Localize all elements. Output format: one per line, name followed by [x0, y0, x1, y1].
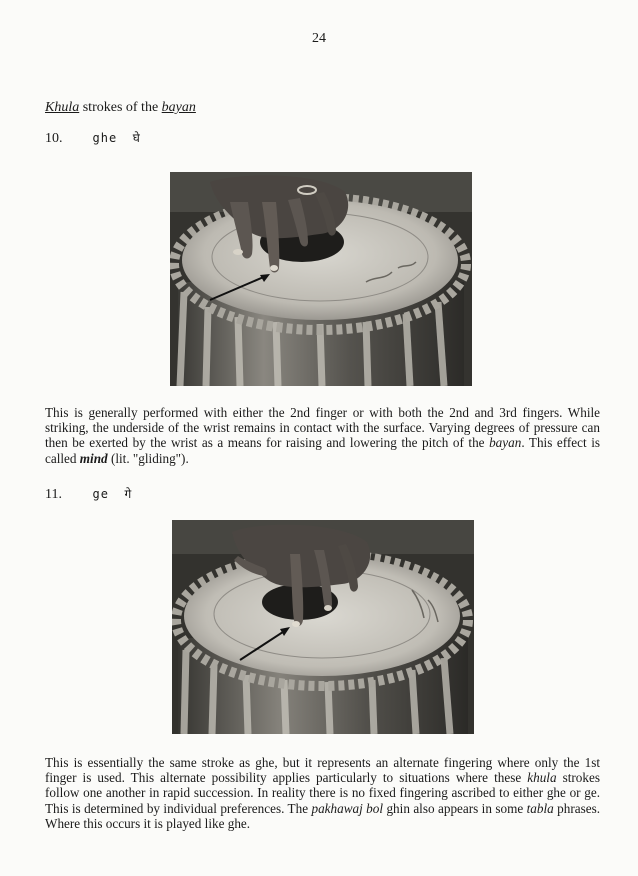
- heading-bayan: bayan: [161, 100, 196, 115]
- paragraph-2-text-a: This is essentially the same stroke as ghe, but it represents an alternate fingering where only the 1st finger is used. This alternate possibility applies particularly to situations where these: [45, 755, 600, 786]
- stroke-11-number: 11.: [45, 487, 62, 502]
- paragraph-2-text-c: ghin also appears in some: [383, 800, 527, 816]
- ge-stroke-photo: [172, 520, 474, 734]
- paragraph-2-pakhawaj: pakhawaj bol: [311, 800, 384, 816]
- stroke-11-bol: ge: [92, 487, 109, 501]
- paragraph-2-tabla: tabla: [526, 800, 554, 816]
- stroke-10-bol: ghe: [92, 131, 118, 145]
- stroke-10-number: 10.: [45, 131, 63, 146]
- paragraph-2-khula: khula: [527, 770, 557, 786]
- stroke-11-devanagari: गे: [124, 487, 132, 501]
- heading-middle: strokes of the: [79, 100, 162, 115]
- paragraph-1-text-a: This is generally performed with either the 2nd finger or with both the 2nd and 3rd fingers. While striking, the underside of the wrist remains in contact with the surface. Varying degrees of pressure can then be exerted by the wrist as a means for raising and lowering the pitch of the: [45, 405, 600, 451]
- paragraph-1-text-b: . This effect is called: [45, 435, 600, 466]
- page-number: 24: [312, 31, 326, 46]
- paragraph-2-text-d: phrases. Where this occurs it is played like ghe.: [45, 800, 600, 831]
- ghe-stroke-photo: [170, 172, 472, 386]
- paragraph-1: [45, 405, 600, 466]
- paragraph-1-bayan: bayan: [489, 435, 522, 451]
- paragraph-1-text-c: (lit. "gliding").: [107, 450, 189, 466]
- paragraph-1-mind: mind: [79, 450, 108, 466]
- paragraph-2-text-b: strokes follow one another in rapid succession. In reality there is no fixed fingering ascribed to either ghe or ge. This is determined by individual preferences. The: [45, 770, 600, 816]
- stroke-10-heading: [45, 129, 140, 147]
- stroke-11-heading: [45, 485, 131, 503]
- paragraph-2: [45, 755, 600, 831]
- heading-khula: Khula: [45, 100, 80, 115]
- section-heading: [45, 100, 196, 116]
- stroke-10-devanagari: घे: [132, 131, 140, 145]
